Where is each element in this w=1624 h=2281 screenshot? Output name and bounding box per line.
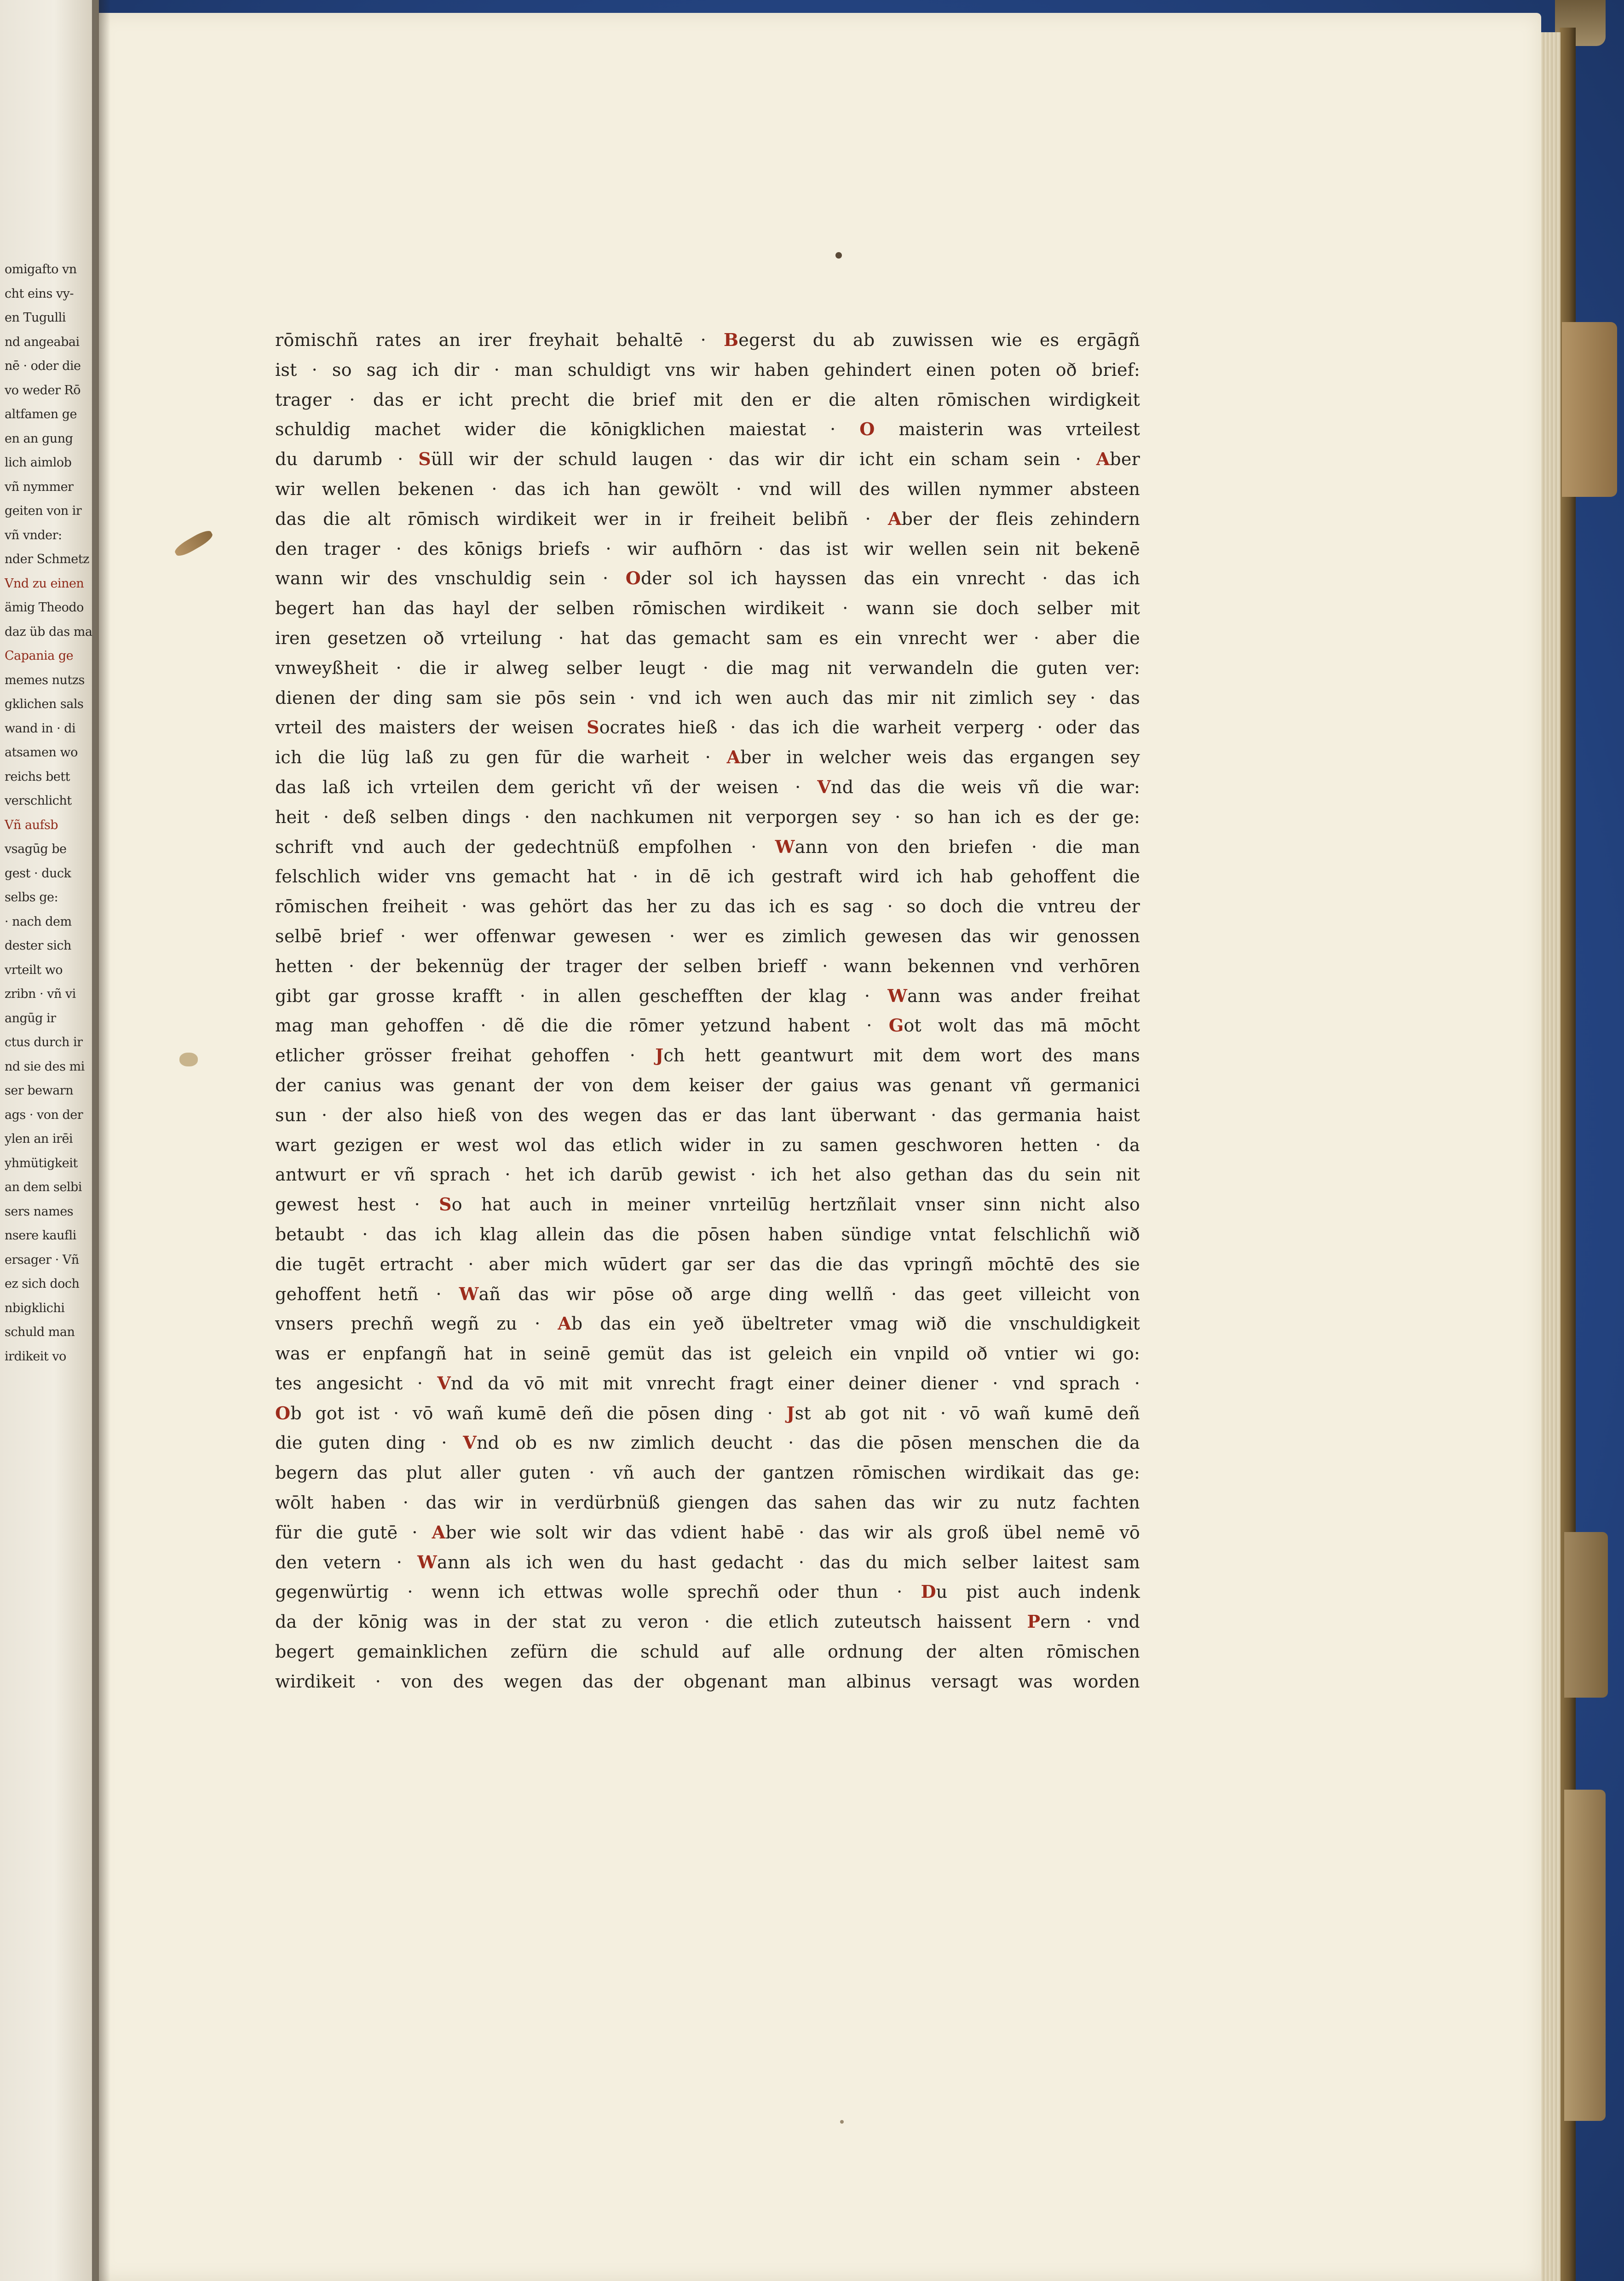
text-segment: ich die lüg laß zu gen fūr die warheit · bbox=[275, 747, 727, 768]
text-segment: st ab got nit · vō wañ kumē deñ bbox=[795, 1403, 1140, 1423]
leather-tab-lower bbox=[1564, 1790, 1606, 2121]
facing-page-line: memes nutzs bbox=[5, 673, 85, 687]
text-segment: ern · vnd bbox=[1040, 1612, 1140, 1632]
facing-page-line: ser bewarn bbox=[5, 1083, 74, 1098]
facing-page-line: geiten von ir bbox=[5, 504, 82, 518]
text-segment: vrteil des maisters der weisen bbox=[275, 717, 587, 738]
facing-page-line: vñ nymmer bbox=[5, 479, 74, 494]
text-segment: etlicher grösser freihat gehoffen · bbox=[275, 1045, 656, 1066]
rubricated-initial: A bbox=[1096, 449, 1110, 470]
facing-page-line: vrteilt wo bbox=[5, 962, 63, 977]
facing-page-line: ags · von der bbox=[5, 1107, 83, 1122]
rubricated-initial: A bbox=[558, 1313, 571, 1334]
facing-page-line: Vñ aufsb bbox=[5, 818, 58, 832]
rubricated-initial: V bbox=[463, 1432, 477, 1453]
facing-page-line: · nach dem bbox=[5, 914, 72, 929]
leather-tab-upper bbox=[1562, 322, 1617, 497]
facing-page-line: sers names bbox=[5, 1204, 74, 1219]
text-line bbox=[275, 1577, 1140, 1607]
facing-page-line: ez sich doch bbox=[5, 1277, 80, 1291]
facing-page-line: zribn · vñ vi bbox=[5, 987, 76, 1001]
rubricated-initial: D bbox=[921, 1581, 936, 1602]
text-segment: da der kōnig was in der stat zu veron · die etlich zuteutsch haissent bbox=[275, 1612, 1027, 1632]
text-segment: ann von den briefen · die man bbox=[795, 836, 1140, 857]
text-line bbox=[275, 534, 1140, 564]
facing-page-line: omigafto vn bbox=[5, 262, 77, 276]
text-line bbox=[275, 772, 1140, 802]
rubricated-initial: V bbox=[817, 776, 831, 797]
text-segment: ber der fleis zehindern bbox=[901, 508, 1140, 529]
text-segment: was er enpfangñ hat in seinē gemüt das ist geleich ein vnpild oð vntier wi go: bbox=[275, 1343, 1140, 1364]
text-segment: der canius was genant der von dem keiser der gaius was genant vñ germanici bbox=[275, 1075, 1140, 1095]
facing-page-text bbox=[5, 258, 97, 1369]
text-segment: üll wir der schuld laugen · das wir dir icht ein scham sein · bbox=[431, 449, 1096, 470]
facing-page-line: nd sie des mi bbox=[5, 1059, 85, 1074]
text-line bbox=[275, 713, 1140, 743]
facing-page-line: ctus durch ir bbox=[5, 1035, 83, 1049]
facing-page-line: nsere kaufli bbox=[5, 1228, 76, 1243]
text-line bbox=[275, 683, 1140, 713]
text-segment: gibt gar grosse krafft · in allen geschefften der klag · bbox=[275, 985, 888, 1006]
text-line bbox=[275, 474, 1140, 504]
rubricated-initial: O bbox=[625, 568, 641, 589]
text-line bbox=[275, 415, 1140, 444]
text-segment: trager · das er icht precht die brief mit den er die alten rōmischen wirdigkeit bbox=[275, 389, 1140, 410]
text-segment: ocrates hieß · das ich die warheit verperg · oder das bbox=[599, 717, 1140, 738]
text-segment: ber bbox=[1110, 449, 1140, 470]
page-blemish bbox=[835, 252, 842, 259]
rubricated-initial: S bbox=[587, 717, 599, 738]
text-line bbox=[275, 1399, 1140, 1429]
text-line bbox=[275, 1667, 1140, 1697]
text-line bbox=[275, 1071, 1140, 1100]
text-segment: die guten ding · bbox=[275, 1433, 463, 1453]
rubricated-initial: W bbox=[417, 1551, 438, 1573]
facing-page-line: en an gung bbox=[5, 431, 73, 446]
text-segment: o hat auch in meiner vnrteilūg hertzñlait vnser sinn nicht also bbox=[451, 1194, 1140, 1215]
text-segment: mag man gehoffen · dẽ die die rōmer yetzund habent · bbox=[275, 1015, 889, 1036]
text-line bbox=[275, 1130, 1140, 1160]
facing-page-line: ylen an irēi bbox=[5, 1132, 73, 1146]
text-segment: ber in welcher weis das ergangen sey bbox=[740, 747, 1140, 768]
text-line bbox=[275, 593, 1140, 623]
text-segment: wann wir des vnschuldig sein · bbox=[275, 568, 626, 589]
facing-page-line: nd angeabai bbox=[5, 334, 80, 349]
facing-page-line: nder Schmetz bbox=[5, 552, 89, 566]
text-segment: rōmischen freiheit · was gehört das her zu das ich es sag · so doch die vntreu der bbox=[275, 896, 1140, 917]
text-segment: gegenwürtig · wenn ich ettwas wolle sprechñ oder thun · bbox=[275, 1582, 921, 1602]
facing-page-line: en Tugulli bbox=[5, 311, 66, 325]
text-segment: maisterin was vrteilest bbox=[875, 419, 1140, 440]
text-line bbox=[275, 623, 1140, 653]
text-segment: den vetern · bbox=[275, 1552, 418, 1573]
text-line bbox=[275, 1160, 1140, 1190]
rubricated-initial: W bbox=[459, 1283, 479, 1304]
text-segment: schuldig machet wider die kōnigklichen maiestat · bbox=[275, 419, 860, 440]
facing-page-line: nbigklichi bbox=[5, 1301, 65, 1315]
rubricated-initial: A bbox=[887, 508, 902, 529]
text-segment: wōlt haben · das wir in verdürbnüß giengen das sahen das wir zu nutz fachten bbox=[275, 1492, 1140, 1513]
facing-page-line: cht eins vy- bbox=[5, 286, 74, 301]
text-line bbox=[275, 1250, 1140, 1279]
rubricated-initial: J bbox=[655, 1045, 664, 1066]
text-segment: felschlich wider vns gemacht hat · in dē ich gestraft wird ich hab gehoffent die bbox=[275, 866, 1140, 887]
facing-page-line: reichs bett bbox=[5, 769, 70, 784]
text-line bbox=[275, 1011, 1140, 1041]
facing-page-line: gest · duck bbox=[5, 866, 71, 881]
text-line bbox=[275, 1488, 1140, 1518]
facing-page-line: gklichen sals bbox=[5, 697, 84, 711]
text-segment: heit · deß selben dings · den nachkumen nit verporgen sey · so han ich es der ge: bbox=[275, 806, 1140, 827]
facing-page-line: Vnd zu einen bbox=[5, 576, 84, 591]
rubricated-initial: J bbox=[786, 1402, 795, 1423]
facing-page-line: vo weder Rō bbox=[5, 383, 81, 397]
text-segment: begert han das hayl der selben rōmischen wirdikeit · wann sie doch selber mit bbox=[275, 598, 1140, 619]
text-segment: für die gutē · bbox=[275, 1522, 432, 1543]
rubricated-initial: O bbox=[859, 419, 875, 440]
text-segment: ch hett geantwurt mit dem wort des mans bbox=[663, 1045, 1140, 1066]
text-line bbox=[275, 743, 1140, 772]
text-segment: schrift vnd auch der gedechtnüß empfolhen · bbox=[275, 836, 775, 857]
text-line bbox=[275, 1041, 1140, 1071]
text-line bbox=[275, 355, 1140, 385]
text-segment: wirdikeit · von des wegen das der obgenant man albinus versagt was worden bbox=[275, 1671, 1140, 1692]
text-segment: gewest hest · bbox=[275, 1194, 439, 1215]
text-segment: ist · so sag ich dir · man schuldigt vns wir haben gehindert einen poten oð brief: bbox=[275, 359, 1140, 380]
text-line bbox=[275, 1369, 1140, 1399]
text-segment: selbē brief · wer offenwar gewesen · wer es zimlich gewesen das wir genossen bbox=[275, 926, 1140, 946]
facing-page-line: dester sich bbox=[5, 939, 71, 953]
text-segment: nd da vō mit mit vnrecht fragt einer deiner diener · vnd sprach · bbox=[450, 1373, 1140, 1394]
facing-page-line: Capania ge bbox=[5, 649, 74, 663]
text-line bbox=[275, 922, 1140, 951]
text-segment: ann was ander freihat bbox=[907, 985, 1140, 1006]
facing-page-line: an dem selbi bbox=[5, 1180, 82, 1194]
text-segment: begern das plut aller guten · vñ auch der gantzen rōmischen wirdikait das ge: bbox=[275, 1463, 1140, 1483]
text-segment: betaubt · das ich klag allein das die pōsen haben sündige vntat felschlichñ wið bbox=[275, 1224, 1140, 1244]
book-gutter-shadow bbox=[92, 0, 110, 2281]
facing-page-line: selbs ge: bbox=[5, 890, 58, 904]
facing-page-line: angūg ir bbox=[5, 1011, 56, 1025]
text-line bbox=[275, 325, 1140, 355]
text-segment: vnsers prechñ wegñ zu · bbox=[275, 1313, 558, 1334]
text-line bbox=[275, 802, 1140, 832]
text-line bbox=[275, 1607, 1140, 1637]
text-line bbox=[275, 1100, 1140, 1130]
rubricated-initial: B bbox=[723, 329, 739, 350]
text-line bbox=[275, 504, 1140, 534]
text-segment: wart gezigen er west wol das etlich wider in zu samen geschworen hetten · da bbox=[275, 1135, 1140, 1155]
rubricated-initial: A bbox=[726, 747, 741, 768]
rubricated-initial: G bbox=[888, 1015, 904, 1036]
text-line bbox=[275, 1637, 1140, 1667]
text-segment: rōmischñ rates an irer freyhait behaltē · bbox=[275, 330, 724, 350]
text-segment: den trager · des kōnigs briefs · wir aufhōrn · das ist wir wellen sein nit bekenē bbox=[275, 538, 1140, 559]
text-line bbox=[275, 1548, 1140, 1578]
text-segment: antwurt er vñ sprach · het ich darūb gewist · ich het also gethan das du sein nit bbox=[275, 1164, 1140, 1185]
page-blemish bbox=[179, 1053, 198, 1066]
text-segment: u pist auch indenk bbox=[936, 1582, 1140, 1602]
facing-page-line: verschlicht bbox=[5, 794, 72, 808]
text-line bbox=[275, 951, 1140, 981]
rubricated-initial: S bbox=[418, 449, 431, 470]
text-segment: nd ob es nw zimlich deucht · das die pōsen menschen die da bbox=[476, 1433, 1140, 1453]
page-blemish bbox=[840, 2120, 844, 2124]
main-text-column bbox=[275, 325, 1140, 1697]
text-segment: dienen der ding sam sie pōs sein · vnd ich wen auch das mir nit zimlich sey · das bbox=[275, 687, 1140, 708]
text-segment: egerst du ab zuwissen wie es ergāgñ bbox=[738, 330, 1140, 350]
facing-page-line: irdikeit vo bbox=[5, 1349, 66, 1364]
facing-page-line: atsamen wo bbox=[5, 745, 78, 760]
facing-page-line: altfamen ge bbox=[5, 407, 77, 421]
text-line bbox=[275, 832, 1140, 862]
text-line bbox=[275, 385, 1140, 415]
text-line bbox=[275, 1220, 1140, 1250]
text-segment: du darumb · bbox=[275, 449, 419, 470]
text-segment: ber wie solt wir das vdient habē · das wir als groß übel nemē vō bbox=[445, 1522, 1140, 1543]
page-stain bbox=[173, 528, 215, 559]
text-segment: iren gesetzen oð vrteilung · hat das gemacht sam es ein vnrecht wer · aber die bbox=[275, 628, 1140, 648]
text-line bbox=[275, 653, 1140, 683]
rubricated-initial: O bbox=[275, 1402, 291, 1423]
facing-page-left bbox=[0, 0, 99, 2281]
text-segment: das die alt rōmisch wirdikeit wer in ir freiheit belibñ · bbox=[275, 508, 888, 529]
rubricated-initial: S bbox=[439, 1194, 452, 1215]
text-segment: b got ist · vō wañ kumē deñ die pōsen ding · bbox=[290, 1403, 787, 1423]
text-line bbox=[275, 1339, 1140, 1369]
text-segment: vnweyßheit · die ir alweg selber leugt · die mag nit verwandeln die guten ver: bbox=[275, 657, 1140, 678]
text-segment: sun · der also hieß von des wegen das er das lant überwant · das germania haist bbox=[275, 1105, 1140, 1125]
text-line bbox=[275, 1428, 1140, 1458]
text-segment: gehoffent hetñ · bbox=[275, 1284, 459, 1304]
leather-tab-middle bbox=[1564, 1532, 1608, 1698]
facing-page-line: ämig Theodo bbox=[5, 600, 84, 615]
text-segment: das laß ich vrteilen dem gericht vñ der weisen · bbox=[275, 777, 818, 797]
text-segment: nd das die weis vñ die war: bbox=[831, 777, 1140, 797]
text-segment: ann als ich wen du hast gedacht · das du mich selber laitest sam bbox=[437, 1552, 1140, 1573]
text-segment: der sol ich hayssen das ein vnrecht · das ich bbox=[641, 568, 1140, 589]
facing-page-line: schuld man bbox=[5, 1325, 75, 1339]
rubricated-initial: W bbox=[887, 985, 908, 1006]
facing-page-line: lich aimlob bbox=[5, 455, 72, 470]
facing-page-line: vñ vnder: bbox=[5, 528, 62, 542]
text-line bbox=[275, 892, 1140, 922]
facing-page-line: vsagūg be bbox=[5, 842, 67, 856]
rubricated-initial: A bbox=[432, 1521, 446, 1543]
rubricated-initial: V bbox=[437, 1372, 451, 1394]
text-segment: b das ein yeð übeltreter vmag wið die vnschuldigkeit bbox=[571, 1313, 1140, 1334]
text-line bbox=[275, 1458, 1140, 1488]
text-line bbox=[275, 981, 1140, 1011]
facing-page-line: ersager · Vñ bbox=[5, 1252, 79, 1267]
facing-page-line: daz üb das ma bbox=[5, 624, 92, 639]
text-line bbox=[275, 1190, 1140, 1220]
text-line bbox=[275, 1309, 1140, 1339]
text-line bbox=[275, 1279, 1140, 1309]
text-segment: hetten · der bekennüg der trager der selben brieff · wann bekennen vnd verhōren bbox=[275, 956, 1140, 976]
text-segment: añ das wir pōse oð arge ding wellñ · das geet villeicht von bbox=[478, 1284, 1140, 1304]
text-line bbox=[275, 1518, 1140, 1548]
facing-page-line: nē · oder die bbox=[5, 359, 81, 373]
text-line bbox=[275, 444, 1140, 474]
rubricated-initial: P bbox=[1027, 1611, 1041, 1632]
text-segment: tes angesicht · bbox=[275, 1373, 438, 1394]
text-segment: begert gemainklichen zefürn die schuld auf alle ordnung der alten rōmischen bbox=[275, 1642, 1140, 1662]
facing-page-line: yhmütigkeit bbox=[5, 1156, 78, 1170]
text-segment: wir wellen bekenen · das ich han gewölt · vnd will des willen nymmer absteen bbox=[275, 478, 1140, 499]
text-line bbox=[275, 862, 1140, 892]
text-line bbox=[275, 564, 1140, 593]
text-segment: ot wolt das mā mōcht bbox=[904, 1015, 1140, 1036]
text-segment: die tugēt ertracht · aber mich wūdert gar ser das die das vpringñ mōchtē des sie bbox=[275, 1254, 1140, 1274]
facing-page-line: wand in · di bbox=[5, 721, 76, 736]
rubricated-initial: W bbox=[775, 836, 795, 857]
